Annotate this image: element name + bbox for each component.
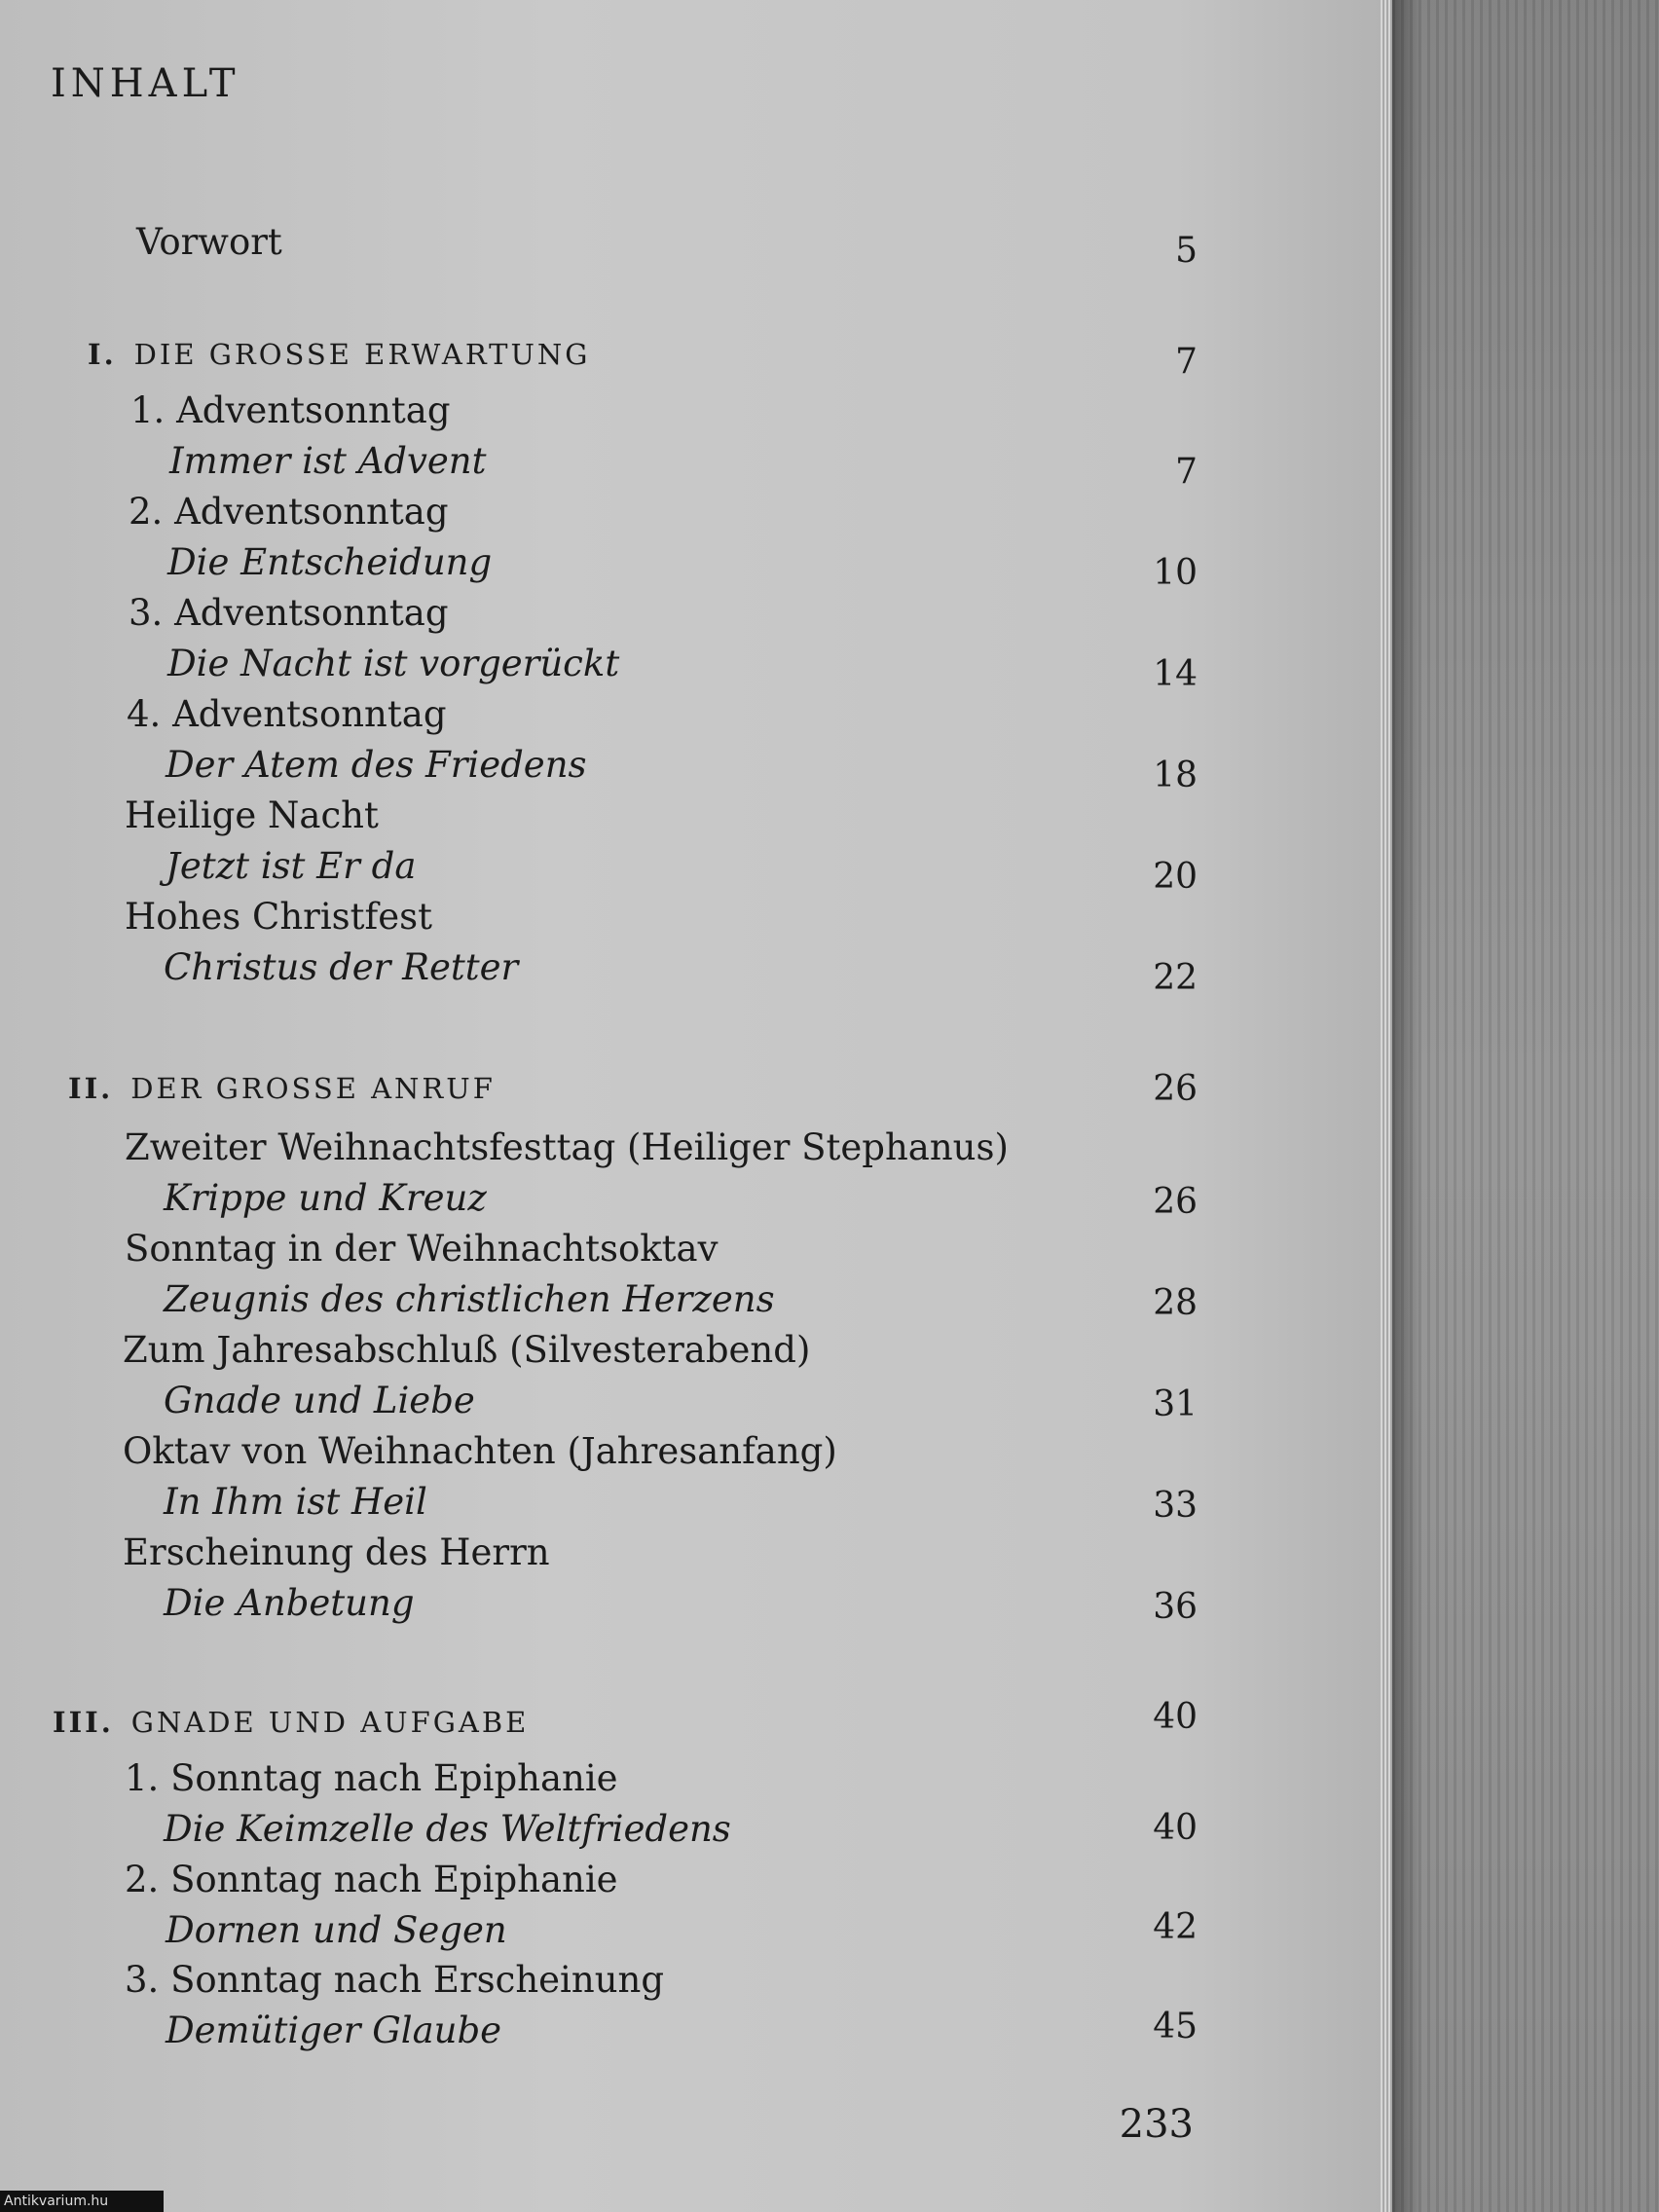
toc-page: 18 [1153,756,1198,795]
section-page: 26 [1153,1069,1198,1109]
toc-occasion: 2. Sonntag nach Epiphanie [125,1859,618,1900]
toc-subtitle: Der Atem des Friedens [166,744,587,786]
toc-subtitle: Demütiger Glaube [166,2009,502,2051]
toc-subtitle: Krippe und Kreuz [164,1177,487,1219]
section-numeral: III. [53,1706,114,1739]
toc-subtitle: Zeugnis des christlichen Herzens [164,1278,775,1320]
toc-subtitle: Die Anbetung [164,1582,415,1624]
section-title-3 [53,1706,530,1739]
section-page: 40 [1153,1697,1198,1737]
toc-page: 33 [1153,1486,1198,1526]
toc-occasion: Zum Jahresabschluß (Silvesterabend) [123,1329,811,1371]
toc-page: 14 [1153,654,1198,694]
page-title: INHALT [51,61,240,106]
toc-page: 36 [1153,1587,1198,1627]
toc-subtitle: Gnade und Liebe [164,1380,475,1421]
toc-subtitle: Christus der Retter [164,946,519,988]
page-edge [1381,0,1392,2212]
toc-page: 10 [1153,553,1198,593]
toc-occasion: Sonntag in der Weihnachtsoktav [125,1228,719,1270]
toc-subtitle: Die Entscheidung [167,541,493,583]
toc-subtitle: In Ihm ist Heil [164,1481,427,1523]
section-name: DER GROSSE ANRUF [130,1072,496,1105]
toc-page: 28 [1153,1283,1198,1323]
toc-page: 22 [1153,958,1198,998]
section-title-1 [88,338,591,371]
toc-occasion: Zweiter Weihnachtsfesttag (Heiliger Stephanus) [125,1126,1009,1168]
toc-page: 31 [1153,1384,1198,1424]
toc-page: 26 [1153,1182,1198,1222]
toc-occasion: Oktav von Weihnachten (Jahresanfang) [123,1430,837,1472]
background-surface [1392,0,1659,2212]
toc-subtitle: Dornen und Segen [166,1909,507,1951]
toc-subtitle: Immer ist Advent [169,440,487,482]
toc-occasion: 2. Adventsonntag [129,491,449,533]
section-name: DIE GROSSE ERWARTUNG [133,338,591,371]
toc-page: 7 [1175,452,1198,492]
watermark: Antikvarium.hu [0,2191,164,2212]
toc-subtitle: Die Keimzelle des Weltfriedens [164,1808,731,1850]
toc-occasion: Hohes Christfest [125,896,432,938]
toc-page: 42 [1153,1907,1198,1947]
toc-occasion: Erscheinung des Herrn [123,1531,550,1573]
toc-occasion: 3. Adventsonntag [129,592,449,634]
toc-occasion: Heilige Nacht [125,794,379,836]
section-numeral: II. [68,1072,114,1105]
section-numeral: I. [88,338,117,371]
page-number: 233 [1119,2102,1194,2147]
toc-occasion: 3. Sonntag nach Erscheinung [125,1959,665,2001]
toc-page: 40 [1153,1808,1198,1848]
toc-occasion: 1. Adventsonntag [130,389,451,431]
toc-page: 45 [1153,2007,1198,2046]
section-title-2 [68,1072,496,1105]
section-name: GNADE UND AUFGABE [130,1706,530,1739]
foreword-label: Vorwort [136,221,282,263]
section-page: 7 [1175,342,1198,382]
toc-subtitle: Jetzt ist Er da [166,845,417,887]
toc-occasion: 1. Sonntag nach Epiphanie [125,1757,618,1799]
foreword-page: 5 [1175,231,1198,271]
toc-subtitle: Die Nacht ist vorgerückt [167,643,620,684]
toc-occasion: 4. Adventsonntag [127,693,447,735]
toc-page: 20 [1153,857,1198,897]
